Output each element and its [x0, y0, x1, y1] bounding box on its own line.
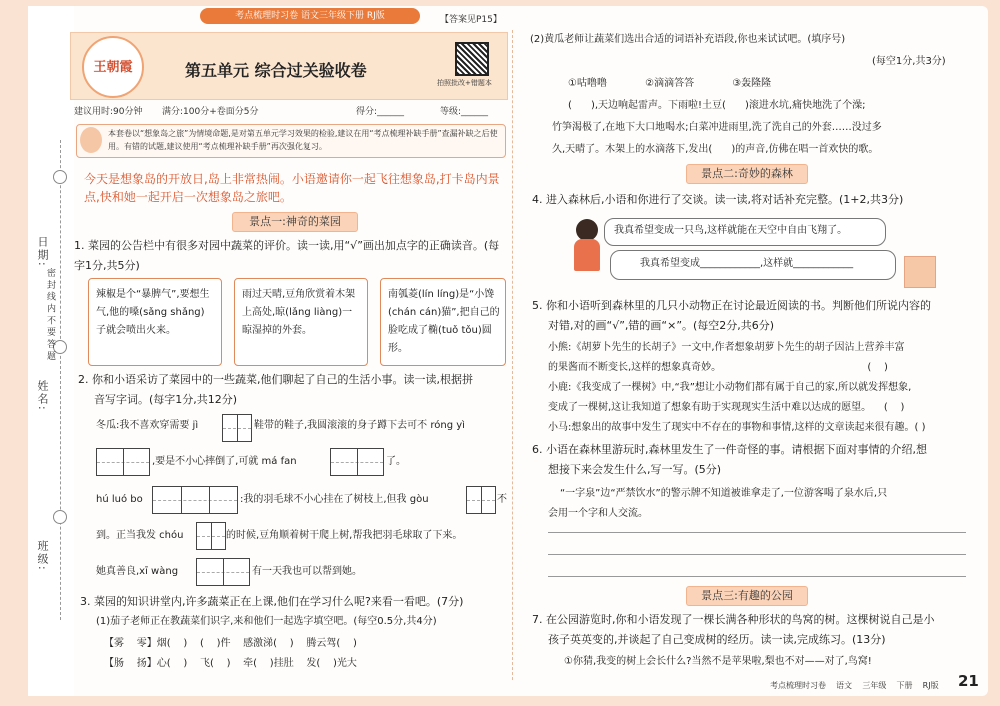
full-score: 满分:100分+卷面分5分	[162, 107, 259, 117]
logo-text: 王朝霞	[93, 60, 133, 75]
footer-text: 考点梳理时习卷 语文 三年级 下册 RJ版	[770, 681, 939, 690]
spot-one-heading: 景点一:神奇的菜园	[232, 212, 358, 232]
q5-bear-line-2[interactable]: 的果酱而不断变长,这样的想象真奇妙。 ( )	[548, 362, 888, 373]
q2-line-5a: 她真善良,xī wàng	[96, 566, 179, 577]
q2-line-1b: 鞋带的鞋子,我圆滚滚的身子蹲下去可不 róng yì	[254, 420, 465, 431]
answer-line[interactable]	[548, 532, 966, 533]
spot-two-heading: 景点二:奇妙的森林	[686, 164, 808, 184]
question-6-stem-line-2: 想接下来会发生什么,写一写。(5分)	[548, 463, 722, 476]
spot-three-heading: 景点三:有趣的公园	[686, 586, 808, 606]
question-3-part-2-score: (每空1分,共3分)	[872, 56, 946, 67]
question-2-stem-line-2: 音写字词。(每字1分,共12分)	[94, 393, 238, 406]
pinyin-grid-3[interactable]	[330, 448, 384, 476]
page-number: 21	[958, 672, 979, 690]
question-7-stem-line-1: 7. 在公园游览时,你和小语发现了一棵长满各种形状的鸟窝的树。这棵树说自己是小	[532, 613, 935, 626]
answer-line[interactable]	[548, 554, 966, 555]
answer-line[interactable]	[548, 576, 966, 577]
qr-caption: 拍照批改+错题本	[437, 79, 492, 87]
q2-line-3b: :我的羽毛球不小心挂在了树枝上,但我 gòu	[240, 494, 429, 505]
speech-bubble-1-text: 我真希望变成一只鸟,这样就能在天空中自由飞翔了。	[614, 225, 848, 236]
pinyin-grid-6[interactable]	[196, 522, 226, 550]
question-3-paragraph-line-2: 竹笋渴极了,在地下大口地喝水;白菜冲进雨里,洗了洗自己的外套……没过多	[552, 122, 882, 133]
pinyin-grid-4[interactable]	[152, 486, 238, 514]
question-5-stem-line-2: 对错,对的画“√”,错的画“×”。(每空2分,共6分)	[548, 319, 775, 332]
usage-note: 本套卷以“想象岛之旅”为情境命题,是对第五单元学习效果的检验,建议在用“考点梳理补缺手册”查漏补缺之后使用。有错的试题,建议使用“考点梳理补缺手册”再次强化复习。	[108, 129, 498, 151]
q2-line-4a: 到。正当我发 chóu	[96, 530, 184, 541]
suggested-time: 建议用时:90分钟	[74, 107, 143, 117]
q2-line-1a: 冬瓜:我不喜欢穿需要 jì	[96, 420, 199, 431]
question-6-story-line-2: 会用一个字和人交流。	[548, 508, 648, 519]
question-7-stem-line-2: 孩子英英变的,并谈起了自己变成树的经历。读一读,完成练习。(13分)	[548, 633, 886, 646]
question-3-paragraph-line-3: 久,天晴了。木架上的水滴落下,发出( )的声音,仿佛在唱一首欢快的歌。	[552, 144, 879, 155]
pinyin-grid-7[interactable]	[196, 558, 250, 586]
binding-hole	[53, 170, 67, 184]
answer-reference: 【答案见P15】	[440, 15, 502, 25]
column-divider	[512, 30, 513, 680]
bulletin-card-3-text: 南瓠菱(lín líng)是“小馋(chán cán)猫”,把自己的脸吃成了椭(tuǒ tǒu)圆形。	[388, 289, 500, 354]
q2-line-4b: 的时候,豆角顺着树干爬上树,帮我把羽毛球取了下来。	[226, 530, 463, 541]
page-title: 第五单元 综合过关验收卷	[185, 61, 367, 80]
girl-avatar-icon	[572, 219, 602, 273]
q5-deer-line-2[interactable]: 变成了一棵树,这让我知道了想象有助于实现现实生活中难以达成的愿望。 ( )	[548, 402, 905, 413]
question-1-stem: 1. 菜园的公告栏中有很多对园中蔬菜的评价。读一读,用“√”画出加点字的正确读音。(每字1分,共5分)	[74, 239, 500, 272]
question-3-paragraph-line-1: ( ),天边响起雷声。下雨啦!土豆( )滚进水坑,痛快地洗了个澡;	[568, 100, 866, 111]
pinyin-grid-5[interactable]	[466, 486, 496, 514]
question-2-stem-line-1: 2. 你和小语采访了菜园中的一些蔬菜,他们聊起了自己的生活小事。读一读,根据拼	[78, 373, 473, 386]
series-tag: 考点梳理时习卷 语文三年级下册 RJ版	[200, 8, 420, 24]
user-avatar-icon	[904, 256, 936, 288]
question-6-stem-line-1: 6. 小语在森林里游玩时,森林里发生了一件奇怪的事。请根据下面对事情的介绍,想	[532, 443, 927, 456]
bulletin-card-2-text: 雨过天晴,豆角欣赏着木架上高处,晾(lǎng liàng)一晾湿掉的外套。	[242, 289, 356, 336]
teacher-avatar-icon	[80, 127, 102, 153]
q5-deer-line-1: 小鹿:《我变成了一棵树》中,“我”想让小动物们都有属于自己的家,所以就发挥想象,	[548, 382, 912, 393]
question-3-row-2: 【肠 扬】心( ) 飞( ) 牵( )挂肚 发( )光大	[104, 658, 357, 669]
pinyin-grid-2[interactable]	[96, 448, 150, 476]
qr-code-icon[interactable]	[455, 42, 489, 76]
seal-note: 密 封 线 内 不 要 答 题	[45, 268, 55, 361]
binding-hole	[53, 510, 67, 524]
question-3-part-1: (1)茄子老师正在教蔬菜们识字,来和他们一起选字填空吧。(每空0.5分,共4分)	[96, 616, 437, 627]
question-6-story-line-1: “一字泉”边“严禁饮水”的警示牌不知道被谁拿走了,一位游客喝了泉水后,只	[560, 488, 888, 499]
seal-line	[60, 140, 61, 620]
date-label: 日期:	[36, 236, 49, 268]
q2-line-2b: 了。	[386, 456, 406, 467]
score-field[interactable]: 得分:______	[356, 107, 405, 117]
q5-horse-line[interactable]: 小马:想象出的故事中发生了现实中不存在的事物和事情,这样的文章读起来很有趣。( )	[548, 422, 926, 433]
speech-bubble-2-text: 我真希望变成____________,这样就____________	[640, 258, 854, 269]
question-3-options: ①咕噜噜 ②滴滴答答 ③轰隆隆	[568, 78, 772, 89]
level-field[interactable]: 等级:______	[440, 107, 489, 117]
question-3-part-2: (2)黄瓜老师让蔬菜们选出合适的词语补充语段,你也来试试吧。(填序号)	[530, 34, 846, 45]
question-3-stem: 3. 菜园的知识讲堂内,许多蔬菜正在上课,他们在学习什么呢?来看一看吧。(7分)	[80, 595, 464, 608]
question-7-passage-line-1: ①你猜,我变的树上会长什么?当然不是苹果啦,梨也不对——对了,鸟窝!	[564, 656, 872, 667]
class-label: 班级:	[36, 540, 49, 572]
question-5-stem-line-1: 5. 你和小语听到森林里的几只小动物正在讨论最近阅读的书。判断他们所说内容的	[532, 299, 931, 312]
q2-line-5b: 有一天我也可以帮到她。	[252, 566, 362, 577]
question-3-row-1: 【雾 零】烟( ) ( )件 感激涕( ) 腾云驾( )	[104, 638, 357, 649]
intro-text: 今天是想象岛的开放日,岛上非常热闹。小语邀请你一起飞往想象岛,打卡岛内景点,快和她一起开启一次想象岛之旅吧。	[84, 172, 500, 204]
q2-line-2a: ,要是不小心摔倒了,可就 má fan	[152, 456, 297, 467]
q5-bear-line-1: 小熊:《胡萝卜先生的长胡子》一文中,作者想象胡萝卜先生的胡子因沾上营养丰富	[548, 342, 905, 353]
brand-logo	[82, 36, 144, 98]
q2-line-3c: 不	[497, 494, 507, 505]
question-4-stem: 4. 进入森林后,小语和你进行了交谈。读一读,将对话补充完整。(1+2,共3分)	[532, 193, 904, 206]
q2-line-3a: hú luó bo	[96, 494, 143, 505]
name-label: 姓名:	[36, 380, 49, 412]
bulletin-card-1-text: 辣椒是个“暴脾气”,要想生气,他的嗓(sǎng shǎng)子就会喷出火来。	[96, 289, 210, 336]
pinyin-grid-1[interactable]	[222, 414, 252, 442]
